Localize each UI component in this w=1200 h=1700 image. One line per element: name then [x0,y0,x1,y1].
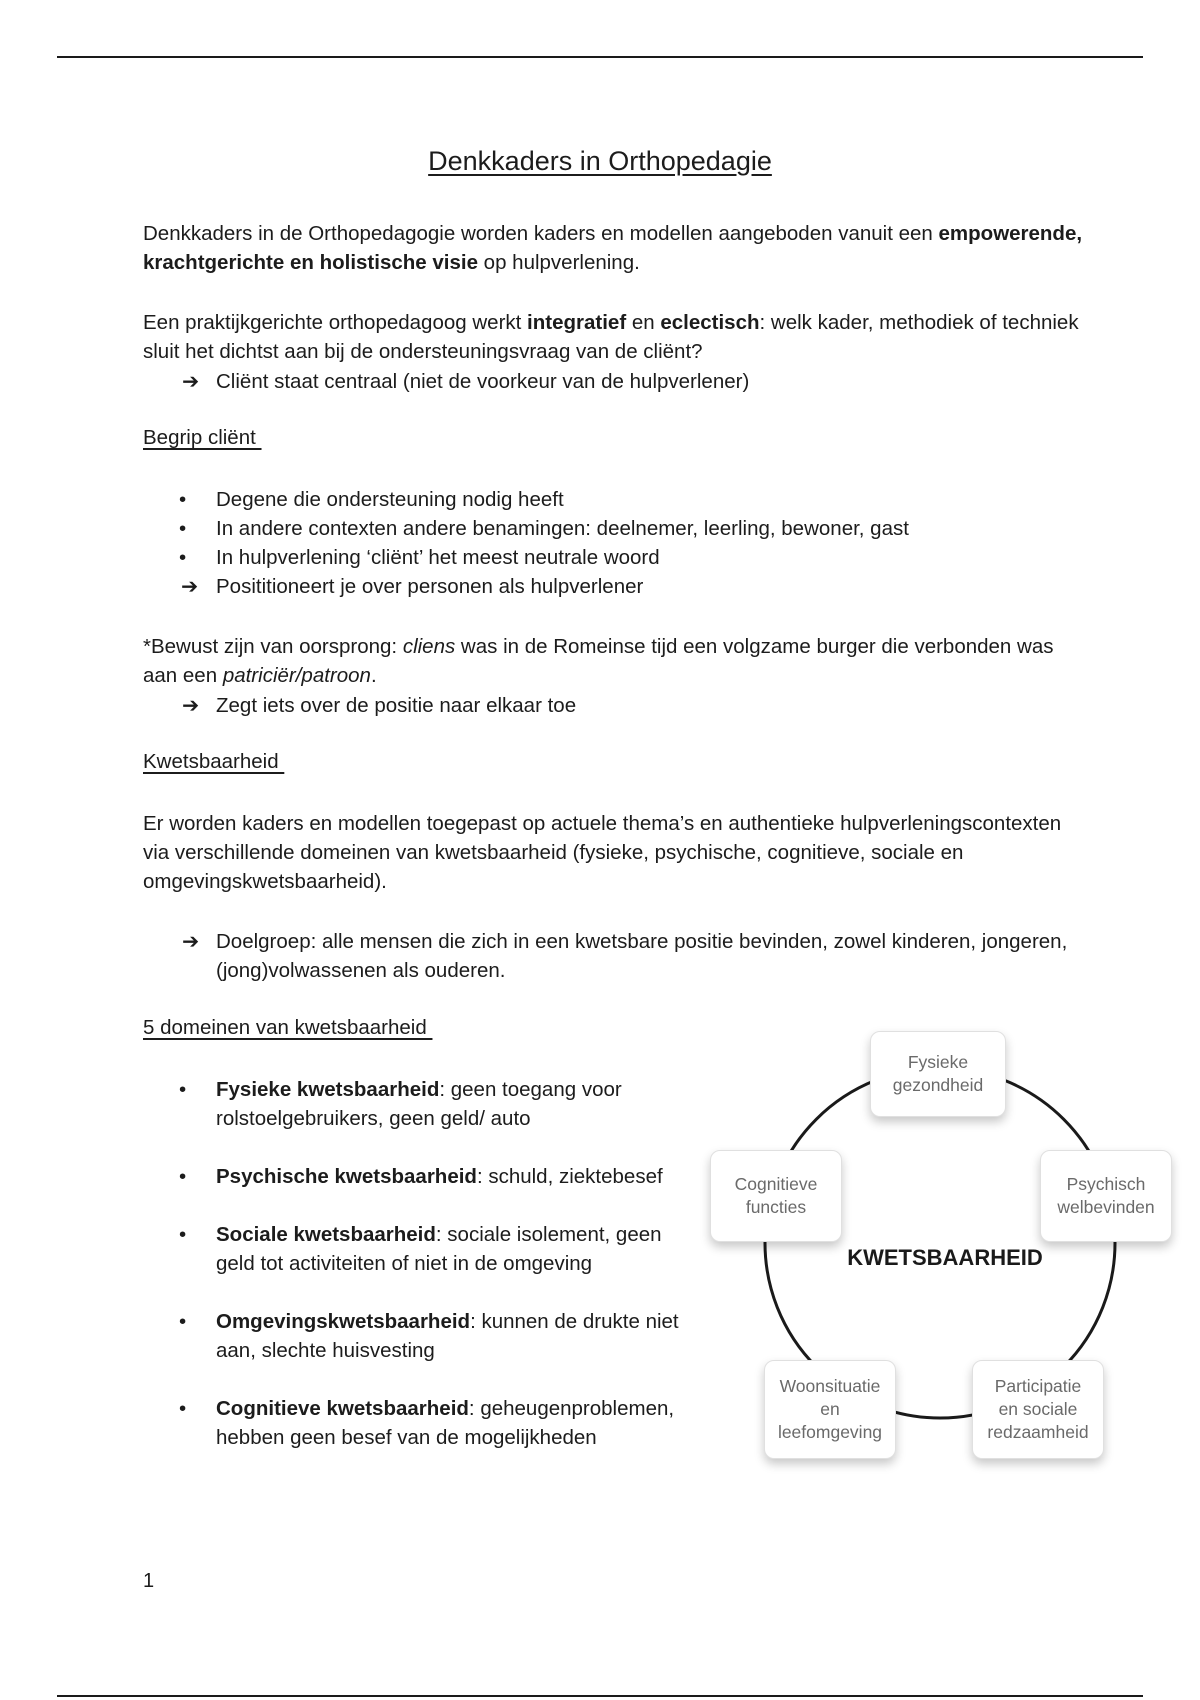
bullet-dot-icon: • [179,1223,187,1246]
intro-bold: empowerende, krachtgerichte en holistische visie [143,222,1083,274]
origin-italic-cliens: cliens [402,635,456,658]
right-arrow-icon: ➔ [182,370,200,393]
bullet-dot-icon: • [179,1397,187,1420]
list-item [143,485,1083,514]
header-rule [57,56,1143,58]
list-item [143,572,1083,601]
right-arrow-icon: ➔ [182,930,200,953]
list-item-text: In hulpverlening ‘cliënt’ het meest neutrale woord [216,546,660,569]
practice-text-mid: en [626,311,661,334]
bullet-dot-icon: • [179,546,187,569]
list-item [143,1162,703,1191]
domain-description: : geheugenproblemen, hebben geen besef van de mogelijkheden [216,1397,675,1449]
list-item [143,1220,703,1278]
domain-name: Sociale kwetsbaarheid [216,1223,436,1246]
diagram-node-woonsituatie: Woonsituatie en leefomgeving [764,1360,896,1459]
diagram-node-participatie: Participatie en sociale redzaamheid [972,1360,1104,1459]
practice-paragraph [143,308,1083,366]
list-item [143,1075,703,1133]
list-item-text: Degene die ondersteuning nodig heeft [216,488,564,511]
bullet-dot-icon: • [179,1078,187,1101]
bullet-dot-icon: • [179,1310,187,1333]
domain-description: : kunnen de drukte niet aan, slechte huisvesting [216,1310,679,1362]
domain-description: : sociale isolement, geen geld tot activiteiten of niet in de omgeving [216,1223,662,1275]
diagram-center-label: KWETSBAARHEID [847,1245,1043,1270]
practice-text-end: : welk kader, methodiek of techniek sluit het dichtst aan bij de ondersteuningsvraag van de cliënt? [143,311,1079,363]
intro-text-end: op hulpverlening. [477,251,640,274]
client-heading: Begrip cliënt [143,426,262,449]
origin-text-end: . [370,664,377,687]
page-number: 1 [143,1570,155,1592]
practice-bold-eclectisch: eclectisch [660,311,760,334]
target-group-text: Doelgroep: alle mensen die zich in een kwetsbare positie bevinden, zowel kinderen, jongeren, (jong)volwassenen als ouderen. [216,930,1068,982]
intro-paragraph [143,219,1083,277]
domain-name: Psychische kwetsbaarheid [216,1165,477,1188]
bullet-dot-icon: • [179,517,187,540]
vulnerability-heading: Kwetsbaarheid [143,750,285,773]
bullet-dot-icon: • [179,1165,187,1188]
practice-arrow-text: Cliënt staat centraal (niet de voorkeur van de hulpverlener) [216,370,750,393]
list-item [143,1394,703,1452]
vulnerability-diagram [705,1025,1175,1465]
domain-name: Omgevingskwetsbaarheid [216,1310,471,1333]
practice-text: Een praktijkgerichte orthopedagoog werkt [143,311,528,334]
domain-description: : geen toegang voor rolstoelgebruikers, geen geld/ auto [216,1078,622,1130]
diagram-node-cognitieve-functies: Cognitieve functies [710,1150,842,1242]
right-arrow-icon: ➔ [181,575,199,598]
client-bullet-list [143,485,1083,601]
domain-name: Fysieke kwetsbaarheid [216,1078,440,1101]
domains-heading: 5 domeinen van kwetsbaarheid [143,1016,433,1039]
list-item [143,1307,703,1365]
right-arrow-icon: ➔ [182,694,200,717]
list-item-text: In andere contexten andere benamingen: deelnemer, leerling, bewoner, gast [216,517,909,540]
origin-italic-patron: patriciër/patroon [222,664,371,687]
origin-text-mid: was in de Romeinse tijd een volgzame burger die verbonden was aan een [143,635,1054,687]
domain-description: : schuld, ziektebesef [476,1165,663,1188]
footer-rule [57,1695,1143,1697]
diagram-node-psychisch-welbevinden: Psychisch welbevinden [1040,1150,1172,1242]
page-title: Denkkaders in Orthopedagie [428,146,772,176]
intro-text: Denkkaders in de Orthopedagogie worden kaders en modellen aangeboden vanuit een [143,222,939,245]
domain-name: Cognitieve kwetsbaarheid [216,1397,469,1420]
list-item [143,514,1083,543]
vulnerability-paragraph: Er worden kaders en modellen toegepast op actuele thema’s en authentieke hulpverleningscontexten via verschillende domeinen van kwetsbaarheid (fysieke, psychische, cognitieve, sociale en omgevingskwetsbaarheid). [143,812,1062,893]
list-item-text: Posititioneert je over personen als hulpverlener [216,575,644,598]
list-item [143,543,1083,572]
origin-text: *Bewust zijn van oorsprong: [143,635,403,658]
diagram-node-fysieke-gezondheid: Fysieke gezondheid [870,1031,1006,1117]
domains-list [143,1075,703,1481]
bullet-dot-icon: • [179,488,187,511]
origin-arrow-text: Zegt iets over de positie naar elkaar toe [216,694,577,717]
origin-paragraph [143,632,1083,690]
practice-bold-integratief: integratief [527,311,627,334]
